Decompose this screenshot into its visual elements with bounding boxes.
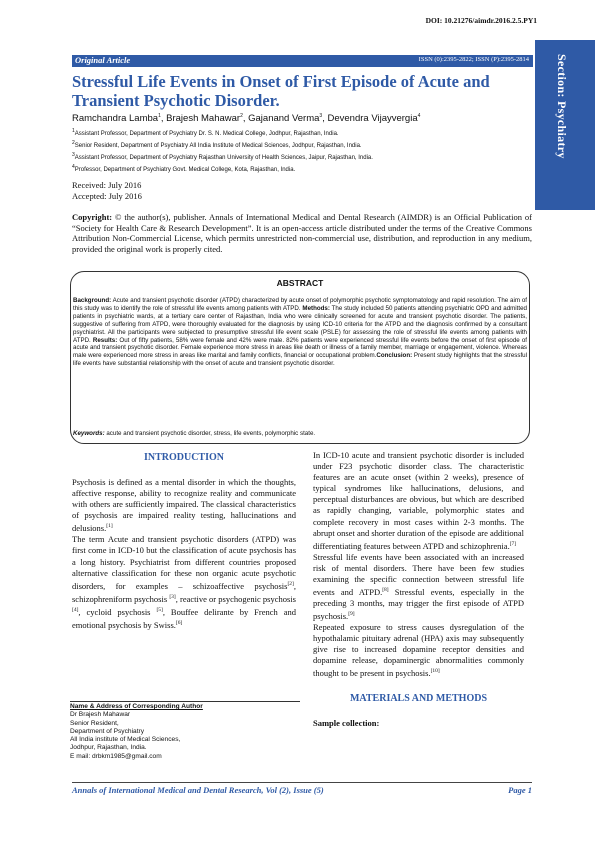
article-title: Stressful Life Events in Onset of First Episode of Acute and Transient Psychotic Disorder. (72, 72, 490, 110)
author-name: Devendra Vijayvergia (327, 113, 418, 125)
issn-label: ISSN (0):2395-2822; ISSN (P):2395-2814 (418, 56, 529, 63)
section-tab (535, 40, 595, 210)
left-column (72, 452, 296, 630)
body-paragraph: Stressful life events have been associated with an increased risk of mental disorders. There have been few studies examining the specific connection between stressful life events and ATPD.[8] Stressful events, especially in the preceding 3 months, may trigger the first episode of ATPD psychosis.[9] (313, 551, 524, 621)
right-column (313, 450, 524, 729)
footer (72, 785, 532, 795)
affiliation: $^2$Senior Resident, Department of Psychiatry All India Institute of Medical Sciences, Jodhpur, Rajasthan, India. (72, 140, 362, 149)
accepted-date: Accepted: July 2016 (72, 191, 142, 201)
doi-label: DOI: 10.21276/aimdr.2016.2.5.PY1 (425, 16, 537, 25)
copyright-notice: Copyright: © the author(s), publisher. Annals of International Medical and Dental Research (AIMDR) is an Official Publication of “Society for Health Care & Research Development”. It is an open-access article distributed under the terms of the Creative Commons Attribution Non-Commercial License, which permits unrestricted non-commercial use, distribution, and reproduction in any medium, provided the original work is properly cited. (72, 212, 532, 254)
keywords: Keywords: acute and transient psychotic disorder, stress, life events, polymorphic state. (73, 430, 316, 437)
methods-heading: MATERIALS AND METHODS (349, 693, 488, 705)
received-date: Received: July 2016 (72, 180, 142, 190)
abstract-body: Background: Acute and transient psychotic disorder (ATPD) characterized by acute onset of polymorphic psychotic symptomatology and rapid resolution. The aim of this study was to identify the role of stressful life events among patients with ATPD. Methods: The study included 50 patients attending psychiatric OPD and admitted patients in psychiatric wards, at a tertiary care center of Rajasthan, India who were clinically screened for acute and transient psychotic disorder. The patients, suggestive of suffering from ATPD, were thoroughly evaluated for the diagnosis by using ICD-10 criteria for the ATPD and the diagnosis confirmed by a consultant psychiatrist. All the participants were subjected to presumptive stressful life event scale (PSLE) for assessing the role of stressful life events among patients with ATPD. Results: Out of fifty patients, 58% were female and 42% were male. 82% patients were experienced stressful life events before the onset of first episode of acute and transient psychotic disorder. Female experience more stress in areas like death or illness of a family member, marriage or engagement, violence. Whereas male were experienced more stress in areas like marital and family conflicts, financial or occupational problem.Conclusion: Present study highlights that the stressful life events have substantial relationship with the onset of acute and transient psychotic disorder. (73, 297, 527, 368)
introduction-heading: INTRODUCTION (143, 452, 224, 463)
article-header-bar (72, 55, 533, 67)
article-type: Original Article (75, 55, 131, 65)
footer-rule (72, 782, 532, 783)
section-label: Section: Psychiatry (555, 54, 569, 159)
journal-citation: Annals of International Medical and Dental Research, Vol (2), Issue (5) (72, 785, 324, 795)
affiliation: $^3$Assistant Professor, Department of Psychiatry Rajasthan University of Health Sciences, Jaipur, Rajasthan, India. (72, 152, 373, 161)
affiliation: $^4$Professor, Department of Psychiatry Govt. Medical College, Kota, Rajasthan, India. (72, 164, 296, 173)
corresponding-author: Name & Address of Corresponding Author Dr Brajesh Mahawar Senior Resident, Department of Psychiatry All India institute of Medical Sciences, Jodhpur, Rajasthan, India. E mail: drbkm1985@gmail.com (70, 701, 300, 761)
corresponding-author-title: Name & Address of Corresponding Author (70, 703, 203, 710)
author-name: Gajanand Verma (248, 113, 320, 125)
abstract-heading: ABSTRACT (276, 278, 324, 288)
author-list: Ramchandra Lamba$^1$, Brajesh Mahawar$^2$, Gajanand Verma$^3$, Devendra Vijayvergia$^4$ (72, 113, 421, 125)
page-number: Page 1 (508, 785, 532, 795)
abstract-box (70, 271, 530, 444)
author-name: Brajesh Mahawar (166, 113, 241, 125)
affiliation: $^1$Assistant Professor, Department of Psychiatry Dr. S. N. Medical College, Jodhpur, Rajasthan, India. (72, 128, 339, 137)
email-text: E mail: drbkm1985@gmail.com (70, 752, 162, 760)
body-paragraph: Repeated exposure to stress causes dysregulation of the hypothalamic pituitary adrenal (HPA) axis may subsequently give rise to increased dopamine receptor densities and dopamine release, dopaminergic abnormalities commonly thought to be present in psychosis.[10] (313, 621, 524, 679)
article-dates (72, 180, 142, 202)
body-paragraph: In ICD-10 acute and transient psychotic disorder is included under F23 psychotic disorder class. The characteristic features are an acute onset (within 2 weeks), presence of typical syndromes like hallucinations, delusions, and perceptual disturbances are obvious, but which are described as rapidly changing, variable, polymorphic states and complete recovery in most cases within 2-3 months. The abrupt onset and shorter duration of the episode are additional differentiating features between ATPD and schizophrenia.[7] (313, 450, 524, 551)
intro-paragraph: Psychosis is defined as a mental disorder in which the thoughts, affective response, ability to recognize reality and communicate with others are sufficiently impaired. The classical characteristics of psychosis are impaired reality testing, hallucinations and delusions.[1] (72, 477, 296, 534)
sample-collection-heading: Sample collection: (313, 718, 380, 729)
intro-paragraph: The term Acute and transient psychotic disorders (ATPD) was first come in ICD-10 but the classification of acute psychosis has a long history. Psychiatrist from different countries proposed alternative classification for these non organic acute psychotic disorders, for examples – schizoaffective psychosis[2], schizophreniform psychosis [3], reactive or psychogenic psychosis [4], cycloid psychosis [5], Bouffee delirante by French and emotional psychosis by Swiss.[6] (72, 534, 296, 630)
author-name: Ramchandra Lamba (72, 113, 159, 125)
